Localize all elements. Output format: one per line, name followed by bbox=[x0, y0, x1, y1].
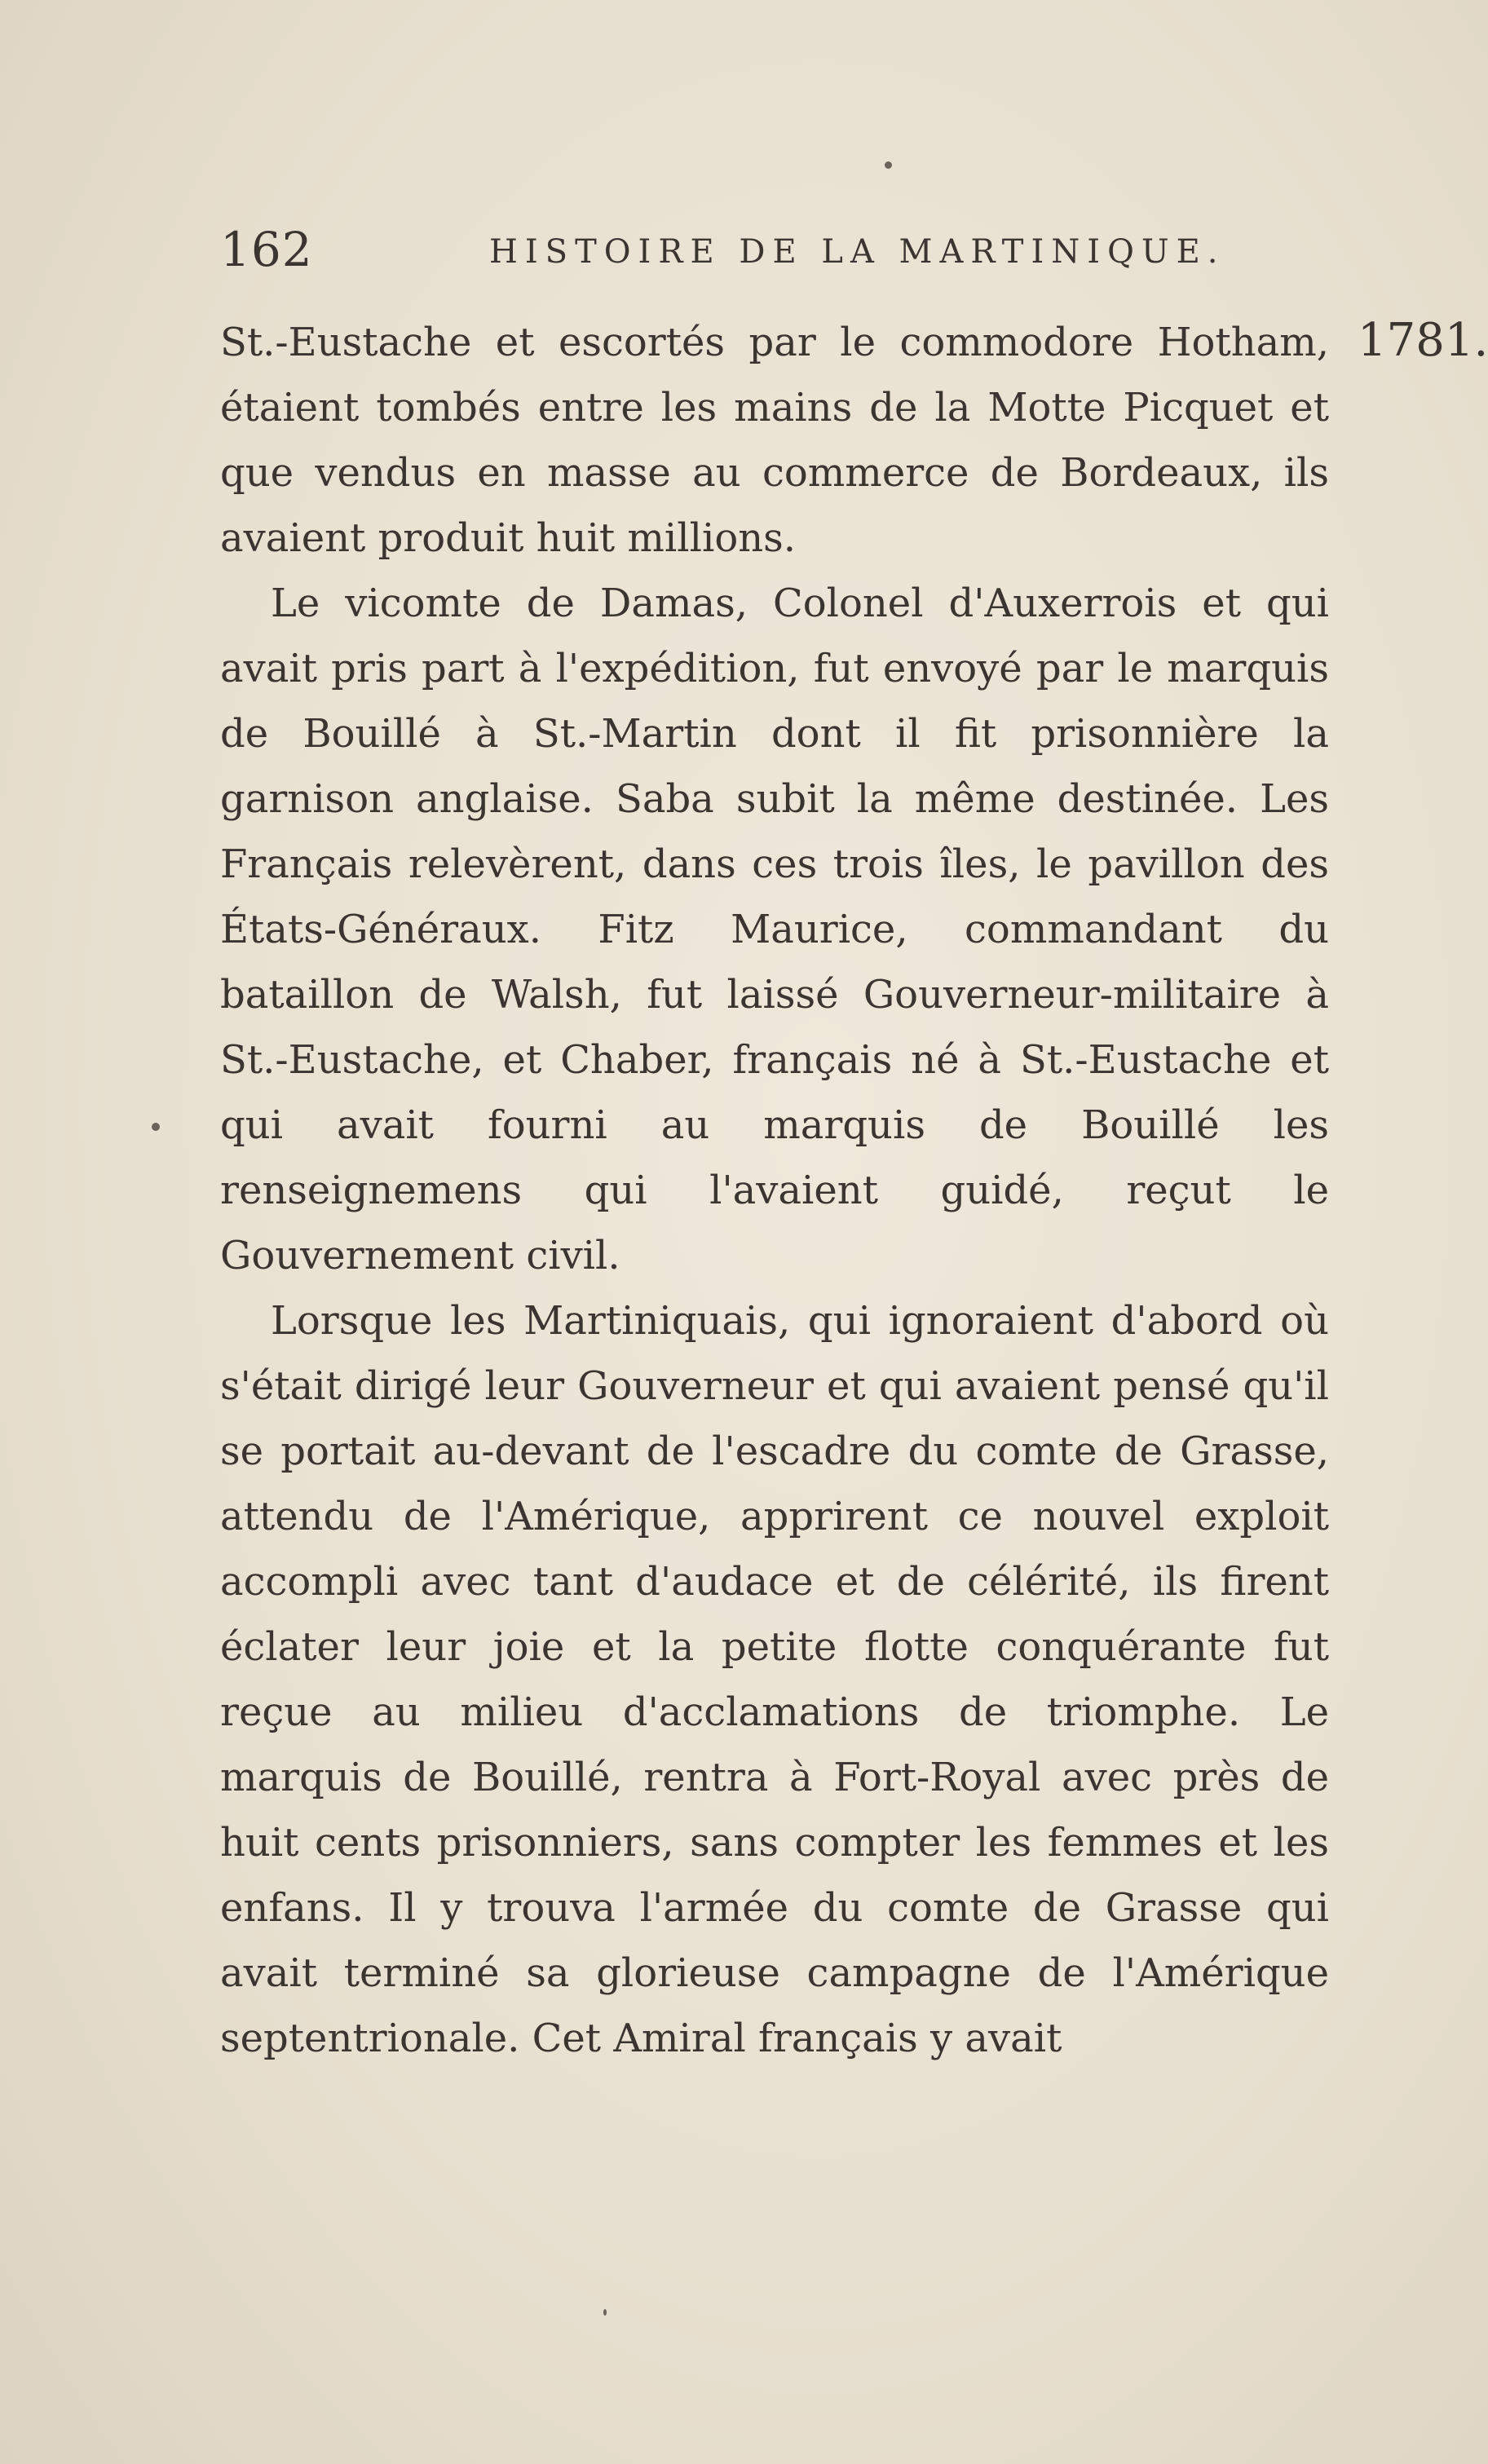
paper-speck bbox=[603, 2309, 607, 2316]
paragraph-martiniquais: Lorsque les Martiniquais, qui ignoraient d'abord où s'était dirigé leur Gouverneur et qui avaient pensé qu'il se portait au-devant de l'escadre du comte de Grasse, attendu de l'Amérique, apprirent ce nouvel exploit accompli avec tant d'audace et de célérité, ils firent éclater leur joie et la petite flotte conquérante fut reçue au milieu d'acclamations de triomphe. Le marquis de Bouillé, rentra à Fort-Royal avec près de huit cents prisonniers, sans compter les femmes et les enfans. Il y trouva l'armée du comte de Grasse qui avait terminé sa glorieuse campagne de l'Amérique septentrionale. Cet Amiral français y avait bbox=[220, 1298, 1329, 2061]
page-header bbox=[220, 222, 1337, 279]
page-number: 162 bbox=[220, 222, 313, 277]
paragraph-damas: Le vicomte de Damas, Colonel d'Auxerrois et qui avait pris part à l'expédition, fut envoyé par le marquis de Bouillé à St.-Martin dont il fit prisonnière la garnison anglaise. Saba subit la même destinée. Les Français relevèrent, dans ces trois îles, le pavillon des États-Généraux. Fitz Maurice, commandant du bataillon de Walsh, fut laissé Gouverneur-militaire à St.-Eustache, et Chaber, français né à St.-Eustache et qui avait fourni au marquis de Bouillé les renseignemens qui l'avaient guidé, reçut le Gouvernement civil. bbox=[220, 581, 1329, 1278]
running-title: HISTOIRE DE LA MARTINIQUE. bbox=[489, 233, 1225, 271]
paper-speck bbox=[885, 161, 892, 169]
margin-year-note: 1781. bbox=[1358, 314, 1488, 367]
paragraph-continuation: St.-Eustache et escortés par le commodore Hotham, étaient tombés entre les mains de la Motte Picquet et que vendus en masse au commerce de Bordeaux, ils avaient produit huit millions. bbox=[220, 320, 1329, 561]
body-text bbox=[220, 310, 1329, 2071]
paper-speck bbox=[152, 1123, 160, 1131]
